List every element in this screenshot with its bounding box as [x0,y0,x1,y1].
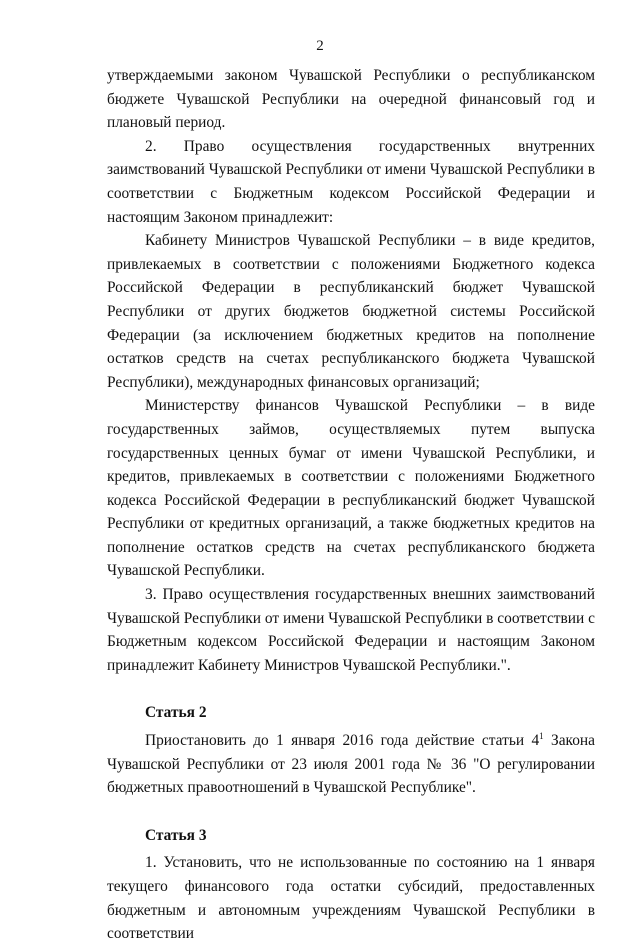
article-2-title: Статья 2 [145,704,207,722]
article-2-superscript: 1 [539,731,544,742]
paragraph-continuation: утверждаемыми законом Чувашской Республики о республиканском бюджете Чувашской Республики на очередной финансовый год и плановый период. [107,67,595,132]
page-number: 2 [316,38,324,54]
document-body [107,64,595,946]
article-2-text-end: Закона Чувашской Республики от 23 июля 2001 года № 36 "О регулировании бюджетных правоотношений в Чувашской Республике". [107,732,595,797]
article-3-title: Статья 3 [145,826,207,844]
article-3-text: 1. Установить, что не использованные по состоянию на 1 января текущего финансового года остатки субсидий, предоставленных бюджетным и автономным учреждениям Чувашской Республики в соответствии [107,854,595,943]
paragraph-clause-2: 2. Право осуществления государственных внутренних заимствований Чувашской Республики от имени Чувашской Республики в соответствии с Бюджетным кодексом Российской Федерации и настоящим Законом принадлежит: [107,137,595,226]
article-2-text-start: Приостановить до 1 января 2016 года действие статьи 4 [145,732,540,750]
paragraph-cabinet: Кабинету Министров Чувашской Республики – в виде кредитов, привлекаемых в соответствии с положениями Бюджетного кодекса Российской Федерации в республиканский бюджет Чувашской Республики от других бюджетов бюджетной системы Российской Федерации (за исключением бюджетных кредитов на пополнение остатков средств на счетах республиканского бюджета Чувашской Республики), международных финансовых организаций; [107,232,595,391]
paragraph-ministry: Министерству финансов Чувашской Республики – в виде государственных займов, осуществляемых путем выпуска государственных ценных бумаг от имени Чувашской Республики, и кредитов, привлекаемых в соответствии с положениями Бюджетного кодекса Российской Федерации в республиканский бюджет Чувашской Республики от кредитных организаций, а также бюджетных кредитов на пополнение остатков средств на счетах республиканского бюджета Чувашской Республики. [107,397,595,580]
article-2-text [107,729,595,800]
paragraph-clause-3: 3. Право осуществления государственных внешних заимствований Чувашской Республики от имени Чувашской Республики в соответствии с Бюджетным кодексом Российской Федерации и настоящим Законом принадлежит Кабинету Министров Чувашской Республики.". [107,586,595,674]
